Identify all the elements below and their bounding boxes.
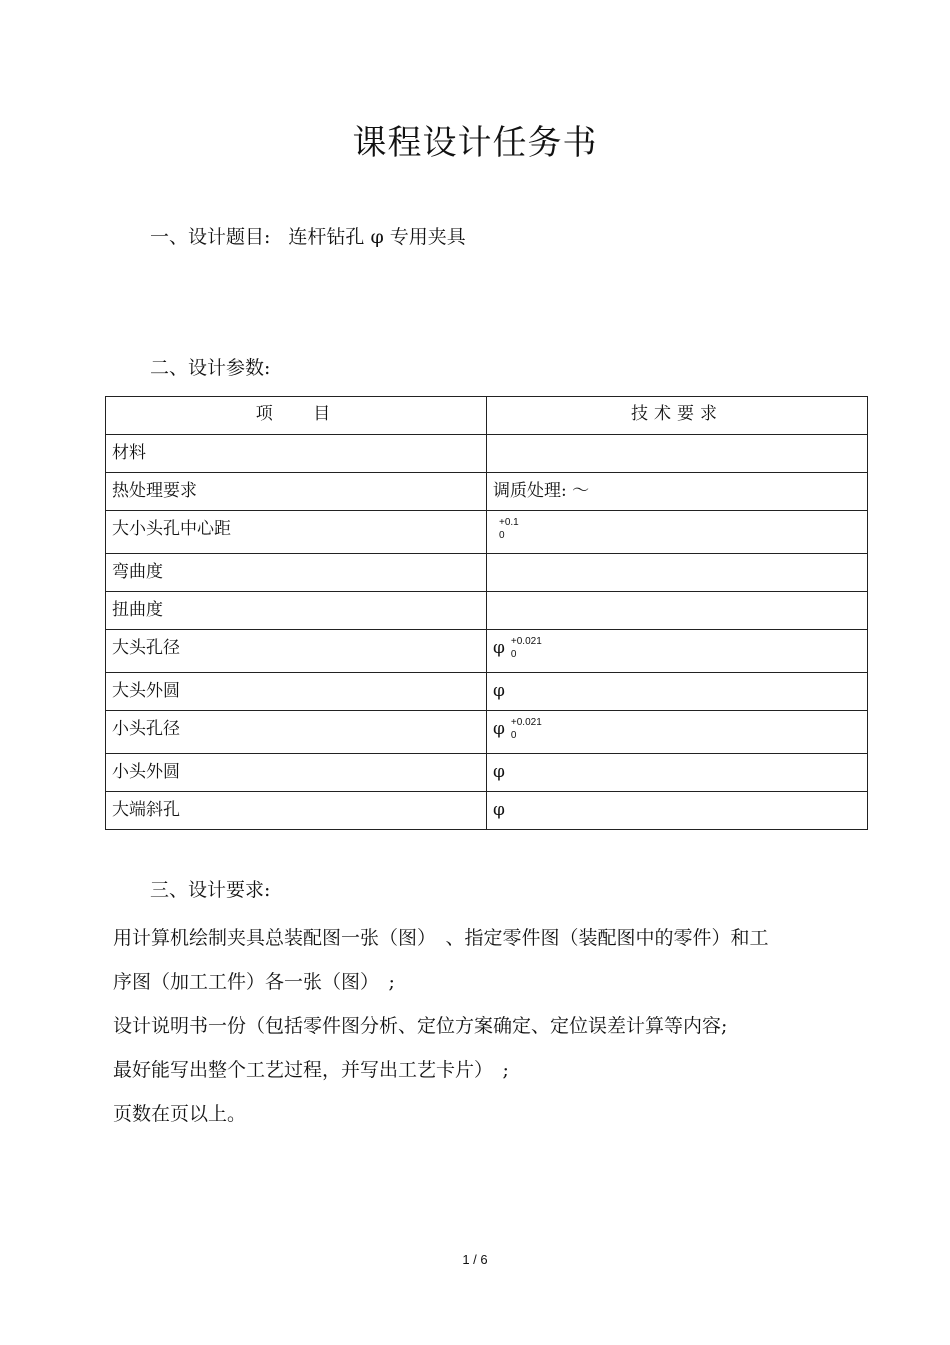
header-requirement: 技术要求 [487,397,868,435]
table-row [106,592,868,630]
tolerance-lower: 0 [510,730,517,741]
row-item: 大头外圆 [106,673,487,711]
row-item: 弯曲度 [106,554,487,592]
row-value-cell [487,711,868,754]
design-topic-section [150,223,466,251]
tolerance [499,518,539,540]
header-item: 项 目 [106,397,487,435]
table-row [106,792,868,830]
design-params-table [105,396,868,830]
row-value [487,554,868,592]
design-topic-value: 连杆钻孔 φ 专用夹具 [288,226,466,248]
row-value [487,592,868,630]
tolerance-lower: 0 [499,530,505,541]
row-item: 大小头孔中心距 [106,511,487,554]
design-requirements-label: 三、设计要求: [150,879,271,901]
row-value-cell [487,511,868,554]
tolerance-upper: +0.021 [510,636,542,647]
design-params-label: 二、设计参数: [150,357,271,379]
page-number: 1 / 6 [462,1252,488,1267]
tolerance-upper: +0.021 [510,717,542,728]
row-value: φ [487,792,868,830]
row-value-cell [487,630,868,673]
tolerance [511,718,551,740]
row-item: 热处理要求 [106,473,487,511]
document-title: 课程设计任务书 [352,123,598,163]
row-value: φ [493,638,505,658]
row-value: φ [487,754,868,792]
row-item: 扭曲度 [106,592,487,630]
row-item: 大头孔径 [106,630,487,673]
tolerance-lower: 0 [510,649,517,660]
table-row [106,630,868,673]
tolerance-upper: +0.1 [499,517,519,528]
requirement-line: 页数在页以上。 [113,1103,247,1125]
tolerance [511,637,551,659]
row-value: φ [493,719,505,739]
requirement-line: 设计说明书一份（包括零件图分析、定位方案确定、定位误差计算等内容; [113,1015,728,1037]
table-row [106,473,868,511]
row-value [487,435,868,473]
row-item: 大端斜孔 [106,792,487,830]
requirement-line: 序图（加工工件）各一张（图） ; [113,971,395,993]
row-value: φ [487,673,868,711]
table-row [106,711,868,754]
row-item: 小头孔径 [106,711,487,754]
design-topic-label: 一、设计题目: [150,226,271,248]
requirement-line: 最好能写出整个工艺过程，并写出工艺卡片） ; [113,1059,509,1081]
table-row [106,754,868,792]
design-requirements-body [113,916,853,1136]
requirement-line: 用计算机绘制夹具总装配图一张（图） 、指定零件图（装配图中的零件）和工 [113,927,769,949]
table-row [106,554,868,592]
row-value: 调质处理: ～ [487,473,868,511]
table-row [106,435,868,473]
table-header-row [106,397,868,435]
table-row [106,511,868,554]
table-row [106,673,868,711]
row-item: 材料 [106,435,487,473]
row-item: 小头外圆 [106,754,487,792]
